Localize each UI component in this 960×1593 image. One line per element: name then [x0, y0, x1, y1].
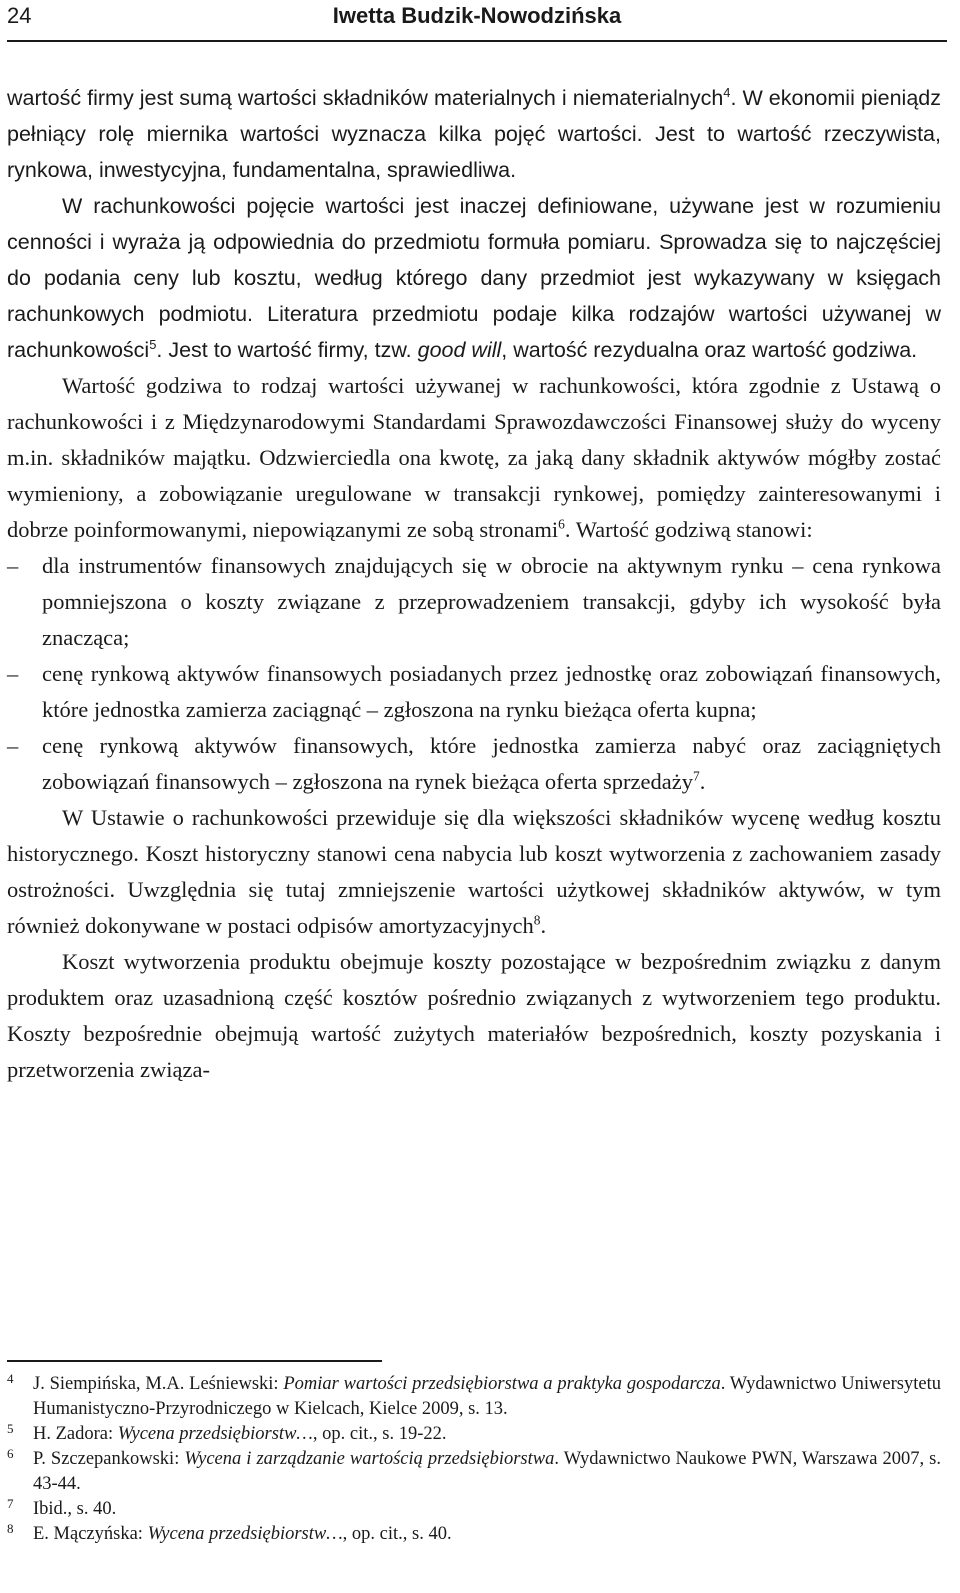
paragraph-3-tail: . Wartość godziwą stanowi: — [564, 517, 813, 542]
footnote-lead: E. Mączyńska: — [33, 1524, 148, 1544]
footnote-number: 8 — [7, 1521, 14, 1536]
footnote-8 — [7, 1522, 941, 1547]
footnote-number: 6 — [7, 1446, 14, 1461]
footnote-ref-7[interactable]: 7 — [692, 768, 700, 784]
good-will-term: good will — [417, 338, 502, 362]
list-item — [7, 728, 941, 800]
paragraph-2 — [7, 188, 941, 368]
footnote-title: Wycena przedsiębiorstw… — [117, 1424, 313, 1444]
paragraph-1 — [7, 80, 941, 188]
footnote-title: Wycena przedsiębiorstw… — [147, 1524, 343, 1544]
list-item-text: cenę rynkową aktywów finansowych, które jednostka zamierza nabyć oraz zaciągniętych zobowiązań finansowych – zgłoszona na rynek bieżąca oferta sprzedaży — [42, 733, 941, 794]
footnotes — [7, 1372, 941, 1547]
footnote-number: 7 — [7, 1496, 14, 1511]
page-number: 24 — [7, 3, 32, 28]
footnote-7 — [7, 1497, 941, 1522]
paragraph-3 — [7, 368, 941, 548]
footnote-4 — [7, 1372, 941, 1422]
footnote-rest: , op. cit., s. 19-22. — [312, 1424, 447, 1444]
paragraph-5 — [7, 944, 941, 1088]
footnote-number: 4 — [7, 1371, 14, 1386]
paragraph-3-text: Wartość godziwa to rodzaj wartości używanej w rachunkowości, która zgodnie z Ustawą o rachunkowości i z Międzynarodowymi Standardami Sprawozdawczości Finansowej służy do wyceny m.in. składników majątku. Odzwierciedla ona kwotę, za jaką dany składnik aktywów mógłby zostać wymieniony, a zobowiązanie uregulowane w transakcji rynkowej, pomiędzy zainteresowanymi i dobrze poinformowanymi, niepowiązanymi ze sobą stronami — [7, 373, 941, 542]
list-item-text: cenę rynkową aktywów finansowych posiadanych przez jednostkę oraz zobowiązań finansowych, które jednostka zamierza zaciągnąć – zgłoszona na rynku bieżąca oferta kupna; — [42, 661, 941, 722]
paragraph-4-text: W Ustawie o rachunkowości przewiduje się dla większości składników wycenę według kosztu historycznego. Koszt historyczny stanowi cena nabycia lub koszt wytworzenia z zachowaniem zasady ostrożności. Uwzględnia się tutaj zmniejszenie wartości użytkowej składników aktywów, w tym również dokonywane w postaci odpisów amortyzacyjnych — [7, 805, 941, 938]
footnote-ref-4[interactable]: 4 — [723, 84, 731, 100]
list-item — [7, 656, 941, 728]
dash-bullet: – — [7, 733, 19, 758]
footnote-number: 5 — [7, 1421, 14, 1436]
sans-section — [7, 80, 941, 368]
paragraph-1-tail: . W ekonomii pieniądz pełniący rolę miernika wartości wyznacza kilka pojęć wartości. Jest to wartość rzeczywista, rynkowa, inwestycyjna, fundamentalna, sprawiedliwa. — [7, 86, 941, 182]
footnote-lead: Ibid., s. 40. — [33, 1499, 117, 1519]
footnote-rest: . Wydawnictwo Naukowe PWN, Warszawa 2007, s. 43-44. — [33, 1449, 941, 1494]
serif-section — [7, 368, 941, 1088]
paragraph-5-text: Koszt wytworzenia produktu obejmuje koszty pozostające w bezpośrednim związku z danym produktem oraz uzasadnioną część kosztów pośrednio związanych z wytworzeniem tego produktu. Koszty bezpośrednie obejmują wartość zużytych materiałów bezpośrednich, koszty pozyskania i przetworzenia związa- — [7, 949, 941, 1082]
footnote-separator — [7, 1360, 382, 1362]
paragraph-2-text: W rachunkowości pojęcie wartości jest inaczej definiowane, używane jest w rozumieniu cenności i wyraża ją odpowiednia do przedmiotu formuła pomiaru. Sprowadza się to najczęściej do podania ceny lub kosztu, według którego dany przedmiot jest wykazywany w księgach rachunkowych podmiotu. Literatura przedmiotu podaje kilka rodzajów wartości używanej w rachunkowości — [7, 194, 941, 362]
paragraph-2-mid: . Jest to wartość firmy, tzw. — [156, 338, 418, 362]
dash-bullet: – — [7, 553, 19, 578]
footnote-rest: , op. cit., s. 40. — [342, 1524, 452, 1544]
footnote-ref-8[interactable]: 8 — [533, 912, 541, 928]
footnote-ref-5[interactable]: 5 — [149, 336, 157, 352]
list-item-tail: . — [699, 769, 706, 794]
footnote-lead: P. Szczepankowski: — [33, 1449, 185, 1469]
footnote-lead: J. Siempińska, M.A. Leśniewski: — [33, 1374, 284, 1394]
footnote-lead: H. Zadora: — [33, 1424, 118, 1444]
running-head-author: Iwetta Budzik-Nowodzińska — [332, 3, 622, 28]
footnote-5 — [7, 1422, 941, 1447]
main-text — [7, 80, 941, 1088]
footnote-title: Wycena i zarządzanie wartością przedsiębiorstwa — [184, 1449, 555, 1469]
list-item-text: dla instrumentów finansowych znajdujących się w obrocie na aktywnym rynku – cena rynkowa pomniejszona o koszty związane z przeprowadzeniem transakcji, gdyby ich wysokość była znacząca; — [42, 553, 941, 650]
fair-value-list — [7, 548, 941, 800]
dash-bullet: – — [7, 661, 19, 686]
list-item — [7, 548, 941, 656]
paragraph-4-tail: . — [540, 913, 547, 938]
footnote-rest: . Wydawnictwo Uniwersytetu Humanistyczno-Przyrodniczego w Kielcach, Kielce 2009, s. 13. — [33, 1374, 941, 1419]
page-header — [7, 0, 947, 42]
footnote-ref-6[interactable]: 6 — [558, 516, 565, 532]
footnote-6 — [7, 1447, 941, 1497]
paragraph-2-tail: , wartość rezydualna oraz wartość godziwa. — [501, 338, 918, 362]
paragraph-1-text: wartość firmy jest sumą wartości składników materialnych i niematerialnych — [7, 86, 724, 110]
footnote-title: Pomiar wartości przedsiębiorstwa a praktyka gospodarcza — [283, 1374, 721, 1394]
paragraph-4 — [7, 800, 941, 944]
header-rule — [7, 40, 947, 42]
